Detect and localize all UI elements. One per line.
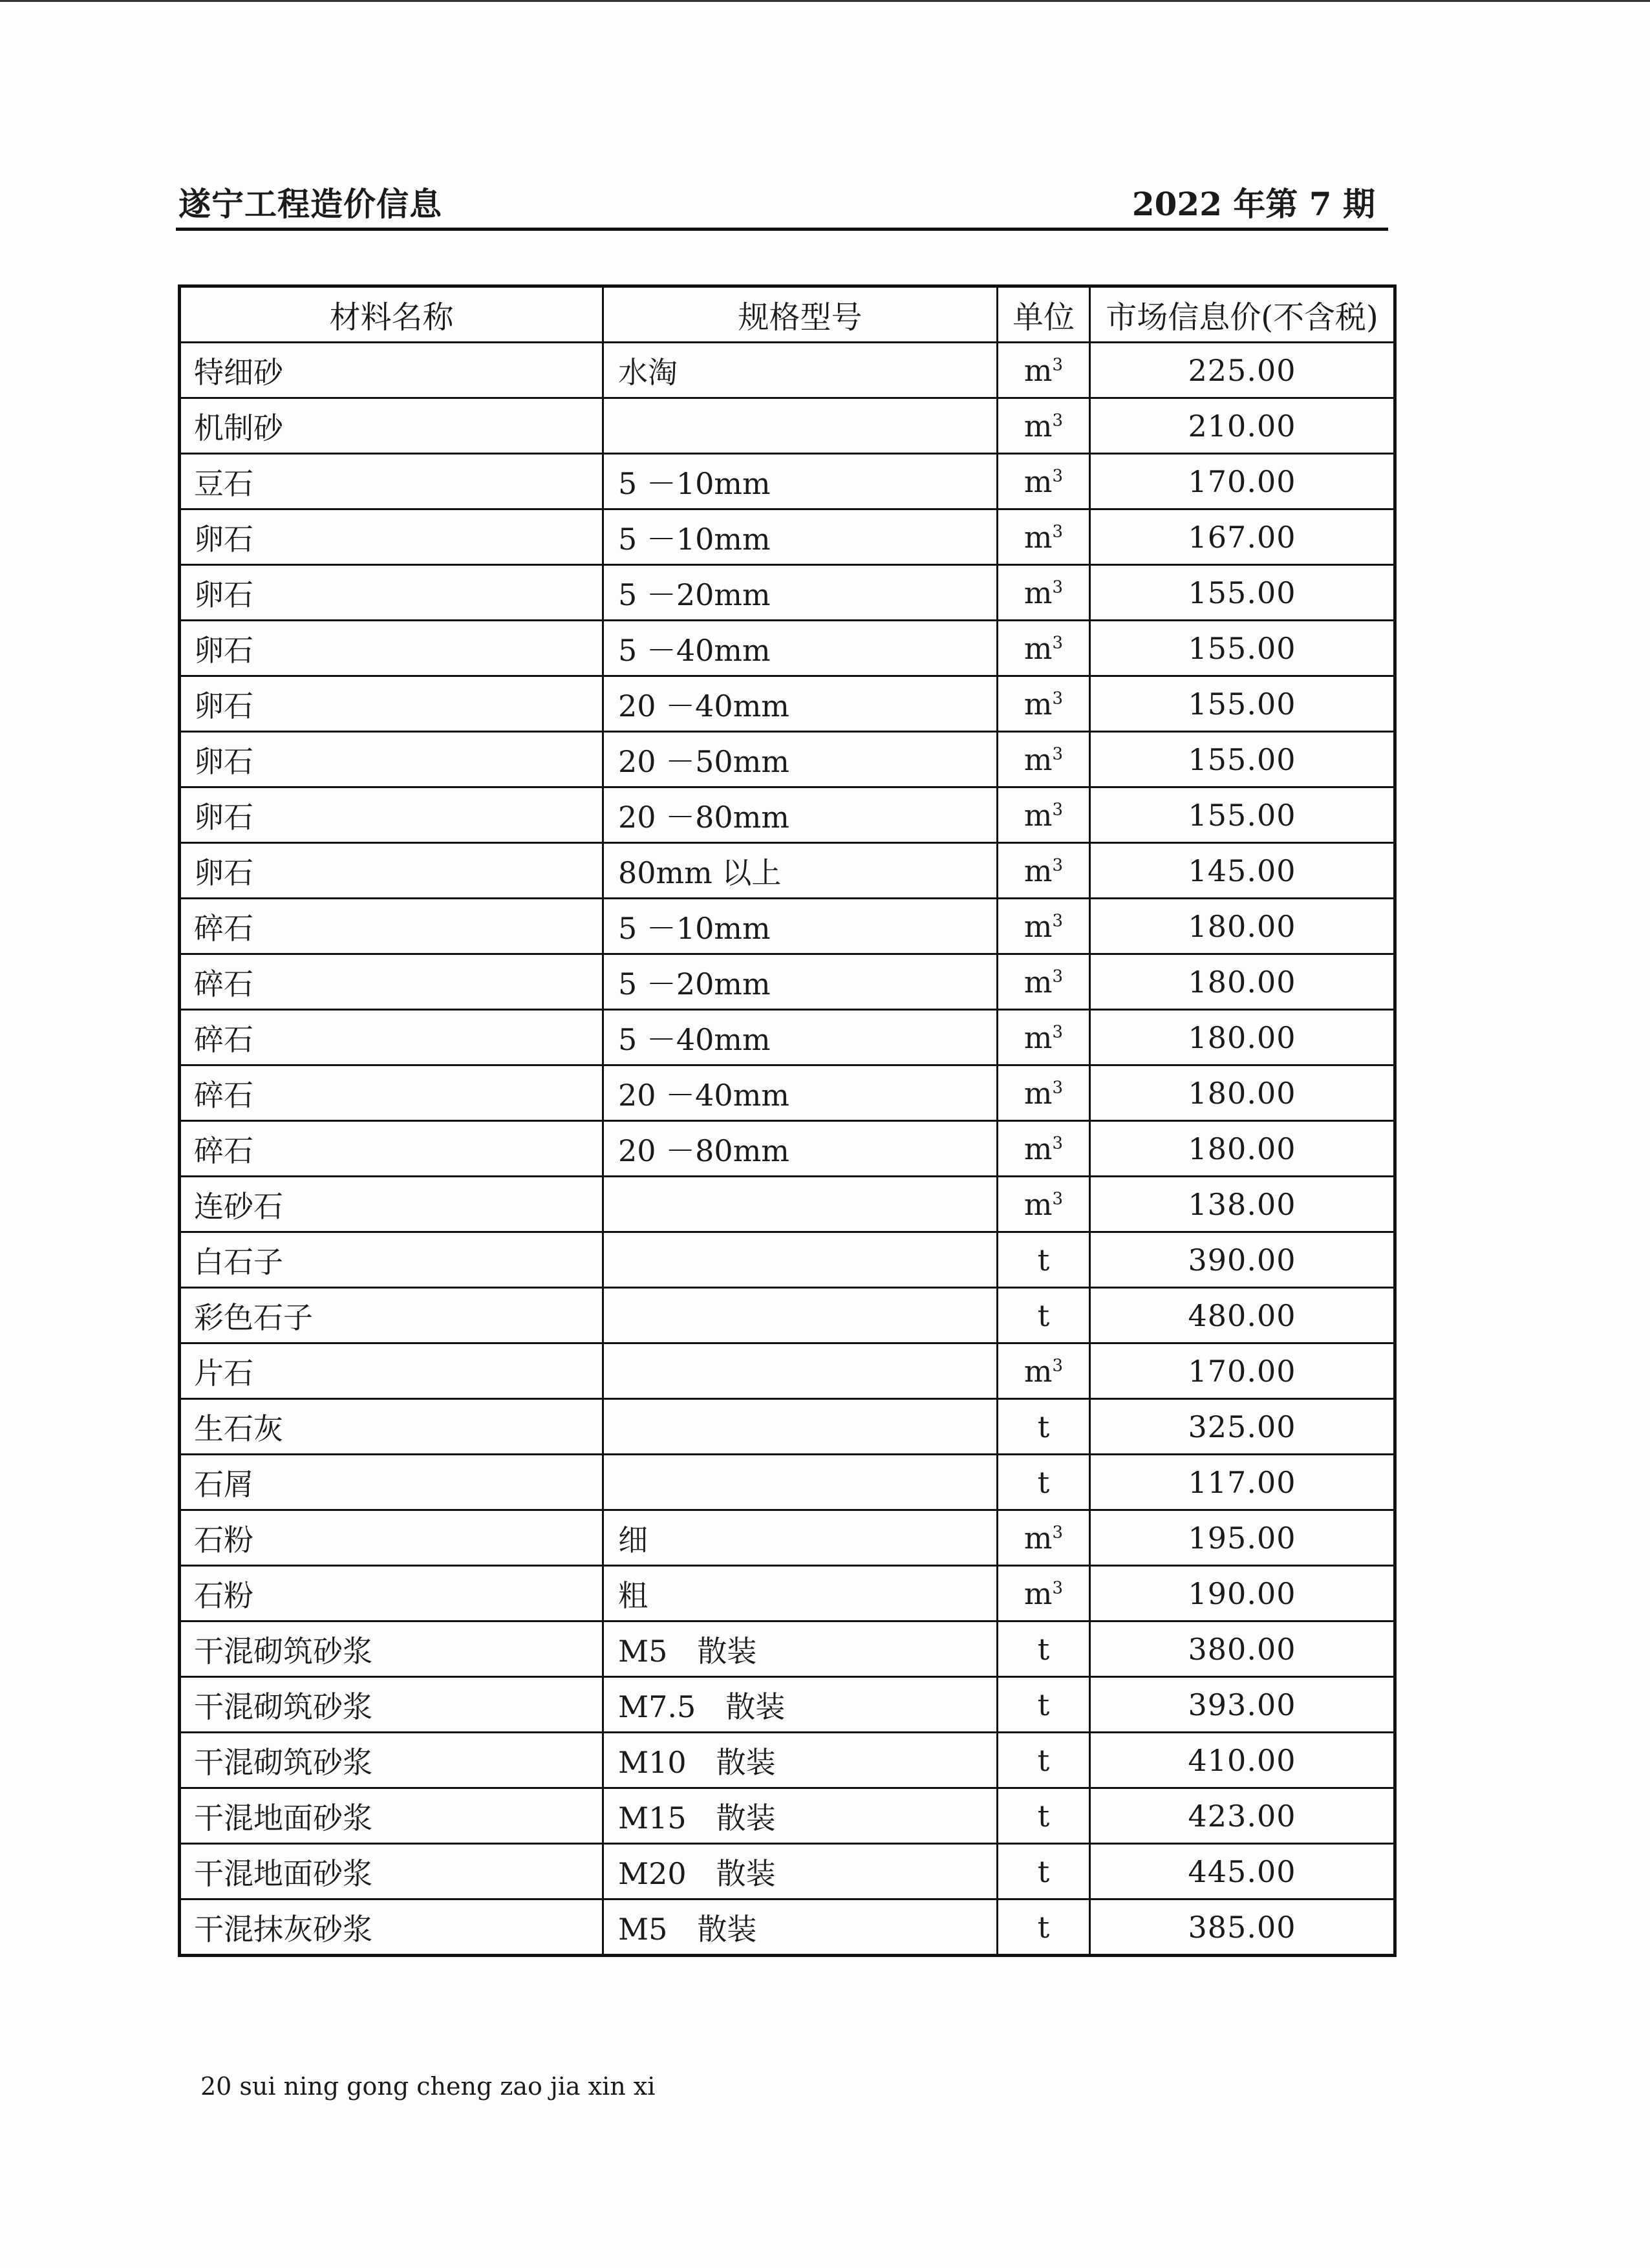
- table-row: [180, 1621, 1395, 1677]
- page-header: [176, 176, 1388, 231]
- cell-price: 180.00: [1090, 1065, 1395, 1121]
- cell-spec: [603, 1177, 998, 1232]
- cell-spec: [603, 398, 998, 454]
- cell-price: 167.00: [1090, 509, 1395, 565]
- cell-unit: [998, 732, 1090, 787]
- cell-material-name: 彩色石子: [180, 1288, 603, 1343]
- cell-material-name: 白石子: [180, 1232, 603, 1288]
- unit-symbol: m: [1023, 1131, 1053, 1166]
- unit-exponent: 3: [1052, 1356, 1064, 1376]
- cell-material-name: 卵石: [180, 565, 603, 621]
- table-row: [180, 621, 1395, 676]
- cell-unit: [998, 1121, 1090, 1177]
- table-row: [180, 787, 1395, 843]
- cell-material-name: 生石灰: [180, 1399, 603, 1455]
- unit-exponent: 3: [1052, 911, 1064, 931]
- unit-symbol: m: [1023, 964, 1053, 1000]
- table-row: [180, 509, 1395, 565]
- cell-price: 180.00: [1090, 899, 1395, 954]
- unit-symbol: m: [1023, 1075, 1053, 1111]
- cell-spec: 细: [603, 1510, 998, 1566]
- cell-spec: 20 －40mm: [603, 1065, 998, 1121]
- cell-unit: [998, 787, 1090, 843]
- unit-exponent: 3: [1052, 967, 1064, 987]
- cell-price: 170.00: [1090, 454, 1395, 509]
- cell-spec: 粗: [603, 1566, 998, 1621]
- cell-spec: 20 －50mm: [603, 732, 998, 787]
- unit-symbol: m: [1023, 686, 1053, 722]
- cell-unit: [998, 621, 1090, 676]
- unit-symbol: t: [1037, 1798, 1050, 1834]
- cell-price: 155.00: [1090, 621, 1395, 676]
- cell-unit: [998, 1733, 1090, 1788]
- unit-exponent: 3: [1052, 577, 1064, 597]
- cell-unit: [998, 1899, 1090, 1956]
- cell-material-name: 干混地面砂浆: [180, 1788, 603, 1844]
- page-footer: 20 sui ning gong cheng zao jia xin xi: [200, 2072, 656, 2101]
- cell-material-name: 卵石: [180, 676, 603, 732]
- cell-material-name: 卵石: [180, 732, 603, 787]
- cell-material-name: 碎石: [180, 1010, 603, 1065]
- cell-material-name: 干混砌筑砂浆: [180, 1621, 603, 1677]
- cell-material-name: 碎石: [180, 1121, 603, 1177]
- cell-unit: [998, 1010, 1090, 1065]
- cell-price: 225.00: [1090, 343, 1395, 398]
- unit-exponent: 3: [1052, 633, 1064, 653]
- table-row: [180, 454, 1395, 509]
- cell-price: 393.00: [1090, 1677, 1395, 1733]
- cell-spec: 5 －40mm: [603, 1010, 998, 1065]
- cell-spec: M7.5 散装: [603, 1677, 998, 1733]
- cell-material-name: 卵石: [180, 787, 603, 843]
- unit-exponent: 3: [1052, 689, 1064, 709]
- cell-spec: M5 散装: [603, 1621, 998, 1677]
- cell-unit: [998, 1288, 1090, 1343]
- cell-unit: [998, 509, 1090, 565]
- cell-spec: 5 －20mm: [603, 565, 998, 621]
- cell-unit: [998, 676, 1090, 732]
- unit-symbol: m: [1023, 1520, 1053, 1556]
- cell-material-name: 卵石: [180, 843, 603, 899]
- cell-material-name: 碎石: [180, 954, 603, 1010]
- unit-symbol: t: [1037, 1909, 1050, 1945]
- table-row: [180, 398, 1395, 454]
- cell-material-name: 石粉: [180, 1566, 603, 1621]
- table-row: [180, 1899, 1395, 1956]
- cell-spec: 5 －20mm: [603, 954, 998, 1010]
- column-header-spec: 规格型号: [603, 286, 998, 343]
- cell-price: 480.00: [1090, 1288, 1395, 1343]
- unit-symbol: t: [1037, 1854, 1050, 1889]
- cell-spec: 20 －80mm: [603, 1121, 998, 1177]
- publication-title: 遂宁工程造价信息: [178, 185, 442, 223]
- table-row: [180, 1677, 1395, 1733]
- cell-unit: [998, 343, 1090, 398]
- unit-symbol: t: [1037, 1742, 1050, 1778]
- cell-spec: [603, 1232, 998, 1288]
- unit-symbol: m: [1023, 575, 1053, 610]
- scan-top-edge: [0, 0, 1650, 2]
- unit-symbol: m: [1023, 519, 1053, 555]
- unit-symbol: t: [1037, 1687, 1050, 1722]
- table-row: [180, 899, 1395, 954]
- cell-price: 170.00: [1090, 1343, 1395, 1399]
- unit-symbol: m: [1023, 908, 1053, 944]
- unit-exponent: 3: [1052, 800, 1064, 820]
- unit-symbol: t: [1037, 1298, 1050, 1333]
- cell-material-name: 卵石: [180, 509, 603, 565]
- cell-spec: 水淘: [603, 343, 998, 398]
- unit-exponent: 3: [1052, 1133, 1064, 1153]
- cell-spec: 20 －40mm: [603, 676, 998, 732]
- table-row: [180, 1343, 1395, 1399]
- cell-unit: [998, 1177, 1090, 1232]
- cell-material-name: 碎石: [180, 1065, 603, 1121]
- table-row: [180, 676, 1395, 732]
- cell-spec: 5 －10mm: [603, 454, 998, 509]
- cell-price: 210.00: [1090, 398, 1395, 454]
- table-row: [180, 1788, 1395, 1844]
- cell-unit: [998, 1510, 1090, 1566]
- unit-symbol: m: [1023, 630, 1053, 666]
- cell-material-name: 连砂石: [180, 1177, 603, 1232]
- cell-material-name: 石屑: [180, 1455, 603, 1510]
- cell-material-name: 机制砂: [180, 398, 603, 454]
- table-row: [180, 1232, 1395, 1288]
- cell-unit: [998, 454, 1090, 509]
- price-table: [178, 284, 1397, 1957]
- cell-material-name: 特细砂: [180, 343, 603, 398]
- column-header-price: 市场信息价(不含税): [1090, 286, 1395, 343]
- unit-exponent: 3: [1052, 522, 1064, 542]
- cell-unit: [998, 843, 1090, 899]
- cell-price: 410.00: [1090, 1733, 1395, 1788]
- cell-unit: [998, 1232, 1090, 1288]
- cell-material-name: 石粉: [180, 1510, 603, 1566]
- cell-unit: [998, 1399, 1090, 1455]
- table-row: [180, 565, 1395, 621]
- cell-unit: [998, 1455, 1090, 1510]
- unit-exponent: 3: [1052, 1189, 1064, 1209]
- table-row: [180, 1288, 1395, 1343]
- unit-symbol: m: [1023, 853, 1053, 888]
- unit-symbol: t: [1037, 1631, 1050, 1667]
- cell-spec: M10 散装: [603, 1733, 998, 1788]
- unit-symbol: t: [1037, 1242, 1050, 1278]
- cell-spec: M15 散装: [603, 1788, 998, 1844]
- cell-material-name: 干混砌筑砂浆: [180, 1677, 603, 1733]
- cell-price: 385.00: [1090, 1899, 1395, 1956]
- cell-price: 180.00: [1090, 1121, 1395, 1177]
- unit-exponent: 3: [1052, 466, 1064, 486]
- cell-unit: [998, 565, 1090, 621]
- cell-spec: [603, 1288, 998, 1343]
- unit-symbol: m: [1023, 1020, 1053, 1055]
- cell-price: 423.00: [1090, 1788, 1395, 1844]
- cell-spec: [603, 1343, 998, 1399]
- table-row: [180, 1399, 1395, 1455]
- cell-unit: [998, 1343, 1090, 1399]
- table-header-row: [180, 286, 1395, 343]
- unit-symbol: m: [1023, 1576, 1053, 1611]
- cell-unit: [998, 1677, 1090, 1733]
- cell-price: 390.00: [1090, 1232, 1395, 1288]
- cell-spec: [603, 1399, 998, 1455]
- column-header-name: 材料名称: [180, 286, 603, 343]
- cell-spec: [603, 1455, 998, 1510]
- unit-exponent: 3: [1052, 411, 1064, 431]
- unit-exponent: 3: [1052, 1523, 1064, 1543]
- cell-price: 155.00: [1090, 732, 1395, 787]
- cell-spec: 5 －10mm: [603, 899, 998, 954]
- unit-exponent: 3: [1052, 855, 1064, 875]
- cell-material-name: 干混砌筑砂浆: [180, 1733, 603, 1788]
- unit-symbol: m: [1023, 408, 1053, 444]
- cell-price: 380.00: [1090, 1621, 1395, 1677]
- table-row: [180, 1010, 1395, 1065]
- table-row: [180, 1065, 1395, 1121]
- cell-unit: [998, 1844, 1090, 1899]
- cell-unit: [998, 1566, 1090, 1621]
- cell-unit: [998, 1788, 1090, 1844]
- cell-price: 155.00: [1090, 565, 1395, 621]
- unit-symbol: m: [1023, 742, 1053, 777]
- unit-exponent: 3: [1052, 1578, 1064, 1598]
- table-row: [180, 1177, 1395, 1232]
- cell-spec: M5 散装: [603, 1899, 998, 1956]
- cell-price: 325.00: [1090, 1399, 1395, 1455]
- unit-symbol: t: [1037, 1409, 1050, 1444]
- unit-exponent: 3: [1052, 355, 1064, 375]
- cell-spec: M20 散装: [603, 1844, 998, 1899]
- issue-label: 2022 年第 7 期: [1131, 185, 1375, 223]
- table-row: [180, 1844, 1395, 1899]
- cell-price: 180.00: [1090, 1010, 1395, 1065]
- cell-unit: [998, 899, 1090, 954]
- unit-symbol: m: [1023, 352, 1053, 388]
- unit-exponent: 3: [1052, 744, 1064, 764]
- cell-price: 155.00: [1090, 676, 1395, 732]
- cell-spec: 5 －40mm: [603, 621, 998, 676]
- table-row: [180, 1455, 1395, 1510]
- table-row: [180, 954, 1395, 1010]
- table-row: [180, 843, 1395, 899]
- cell-unit: [998, 398, 1090, 454]
- table-body: [180, 343, 1395, 1956]
- cell-material-name: 干混地面砂浆: [180, 1844, 603, 1899]
- unit-symbol: m: [1023, 797, 1053, 833]
- cell-price: 138.00: [1090, 1177, 1395, 1232]
- unit-symbol: m: [1023, 1186, 1053, 1222]
- cell-price: 155.00: [1090, 787, 1395, 843]
- cell-price: 145.00: [1090, 843, 1395, 899]
- cell-unit: [998, 954, 1090, 1010]
- unit-exponent: 3: [1052, 1022, 1064, 1042]
- cell-material-name: 干混抹灰砂浆: [180, 1899, 603, 1956]
- cell-material-name: 片石: [180, 1343, 603, 1399]
- table-row: [180, 1566, 1395, 1621]
- cell-price: 190.00: [1090, 1566, 1395, 1621]
- cell-spec: 5 －10mm: [603, 509, 998, 565]
- table-row: [180, 1121, 1395, 1177]
- cell-unit: [998, 1065, 1090, 1121]
- table-row: [180, 1510, 1395, 1566]
- cell-price: 445.00: [1090, 1844, 1395, 1899]
- cell-material-name: 碎石: [180, 899, 603, 954]
- cell-unit: [998, 1621, 1090, 1677]
- cell-material-name: 卵石: [180, 621, 603, 676]
- unit-symbol: t: [1037, 1464, 1050, 1500]
- unit-symbol: m: [1023, 464, 1053, 499]
- unit-symbol: m: [1023, 1353, 1053, 1389]
- unit-exponent: 3: [1052, 1078, 1064, 1098]
- cell-price: 180.00: [1090, 954, 1395, 1010]
- cell-spec: 20 －80mm: [603, 787, 998, 843]
- cell-price: 117.00: [1090, 1455, 1395, 1510]
- table-row: [180, 343, 1395, 398]
- cell-material-name: 豆石: [180, 454, 603, 509]
- cell-spec: 80mm 以上: [603, 843, 998, 899]
- column-header-unit: 单位: [998, 286, 1090, 343]
- cell-price: 195.00: [1090, 1510, 1395, 1566]
- table-row: [180, 732, 1395, 787]
- table-row: [180, 1733, 1395, 1788]
